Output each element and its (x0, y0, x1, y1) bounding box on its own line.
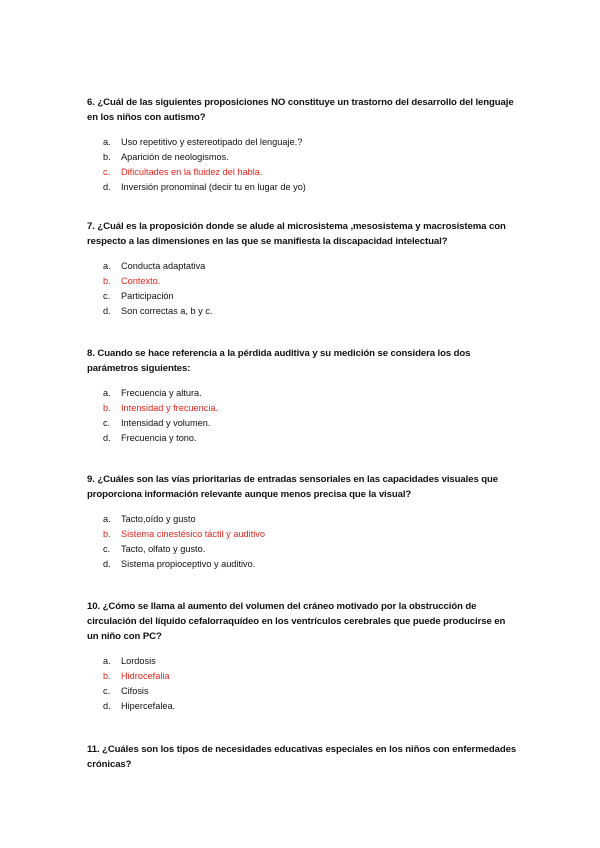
option-c: c. Participación (103, 291, 174, 301)
question-text: 9. ¿Cuáles son las vías prioritarias de entradas sensoriales en las capacidades visuales que proporciona información relevante aunque menos precisa que la visual? (87, 474, 498, 500)
question-7 (87, 219, 517, 319)
option-d: d. Frecuencia y tono. (103, 433, 197, 443)
question-11 (87, 742, 517, 772)
option-b-correct: b. Hidrocefalia (103, 671, 170, 681)
option-a: a. Frecuencia y altura. (103, 388, 202, 398)
option-b-correct: b. Contexto. (103, 276, 161, 286)
option-c: c. Tacto, olfato y gusto. (103, 544, 206, 554)
question-6 (87, 95, 517, 195)
option-b: b. Aparición de neologismos. (103, 152, 229, 162)
option-c-correct: c. Dificultades en la fluidez del habla. (103, 167, 263, 177)
question-9 (87, 472, 517, 572)
question-text: 8. Cuando se hace referencia a la pérdida auditiva y su medición se considera los dos parámetros siguientes: (87, 348, 471, 374)
option-c: c. Intensidad y volumen. (103, 418, 211, 428)
option-d: d. Inversión pronominal (decir tu en lugar de yo) (103, 182, 306, 192)
option-list (87, 654, 517, 714)
question-text: 11. ¿Cuáles son los tipos de necesidades educativas especiales en los niños con enfermedades crónicas? (87, 744, 517, 770)
question-10 (87, 599, 517, 714)
question-text: 7. ¿Cuál es la proposición donde se alude al microsistema ,mesosistema y macrosistema con respecto a las dimensiones en las que se manifiesta la discapacidad intelectual? (87, 221, 506, 247)
option-d: d. Sistema propioceptivo y auditivo. (103, 559, 256, 569)
option-c: c. Cifosis (103, 686, 149, 696)
option-a: a. Tacto,oído y gusto (103, 514, 196, 524)
question-8 (87, 346, 517, 446)
option-d: d. Hipercefalea. (103, 701, 176, 711)
option-a: a. Uso repetitivo y estereotipado del lenguaje.? (103, 137, 303, 147)
question-text: 6. ¿Cuál de las siguientes proposiciones NO constituye un trastorno del desarrollo del lenguaje en los niños con autismo? (87, 97, 514, 123)
option-a: a. Lordosis (103, 656, 156, 666)
option-b-correct: b. Intensidad y frecuencia. (103, 403, 219, 413)
option-list (87, 135, 517, 195)
option-list (87, 259, 517, 319)
option-list (87, 386, 517, 446)
option-b-correct: b. Sistema cinestésico táctil y auditivo (103, 529, 265, 539)
option-list (87, 512, 517, 572)
option-a: a. Conducta adaptativa (103, 261, 206, 271)
question-text: 10. ¿Cómo se llama al aumento del volumen del cráneo motivado por la obstrucción de circulación del líquido cefalorraquídeo en los ventrículos cerebrales que puede producirse en un niño con PC? (87, 601, 506, 642)
option-d: d. Son correctas a, b y c. (103, 306, 213, 316)
